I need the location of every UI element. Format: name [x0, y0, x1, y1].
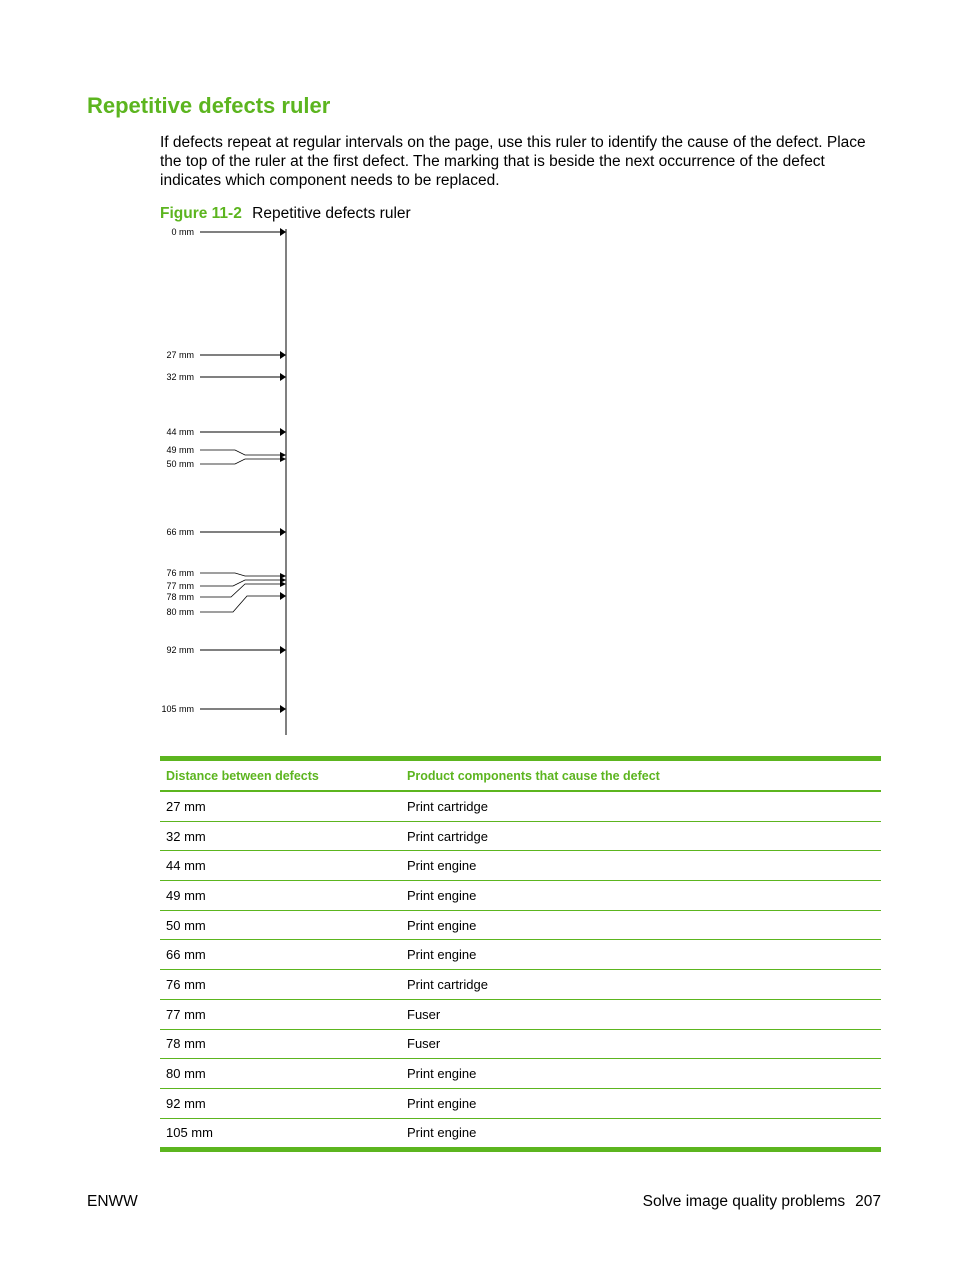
distance-cell: 76 mm	[160, 970, 401, 1000]
component-cell: Print cartridge	[401, 970, 881, 1000]
defects-ruler	[155, 225, 295, 737]
ruler-label-80: 80 mm	[166, 607, 194, 617]
table-header-row	[160, 759, 881, 792]
table-row	[160, 791, 881, 821]
figure-caption	[160, 205, 411, 223]
ruler-label-76: 76 mm	[166, 568, 194, 578]
ruler-label-44: 44 mm	[166, 427, 194, 437]
distance-cell: 80 mm	[160, 1059, 401, 1089]
component-cell: Print engine	[401, 1118, 881, 1150]
table-row	[160, 999, 881, 1029]
defects-table	[160, 756, 881, 1152]
ruler-label-92: 92 mm	[166, 645, 194, 655]
distance-cell: 92 mm	[160, 1088, 401, 1118]
component-cell: Print engine	[401, 851, 881, 881]
ruler-arrow-76	[200, 573, 281, 576]
column-header-distance: Distance between defects	[166, 768, 319, 783]
ruler-arrowhead-32	[280, 373, 286, 381]
table-row	[160, 1118, 881, 1150]
table-row	[160, 910, 881, 940]
ruler-arrow-49	[200, 450, 281, 455]
component-cell: Print engine	[401, 1088, 881, 1118]
ruler-label-78: 78 mm	[166, 592, 194, 602]
ruler-arrow-50	[200, 459, 281, 464]
ruler-label-105: 105 mm	[161, 704, 194, 714]
distance-cell: 78 mm	[160, 1029, 401, 1059]
ruler-label-49: 49 mm	[166, 445, 194, 455]
table-row	[160, 1029, 881, 1059]
ruler-label-50: 50 mm	[166, 459, 194, 469]
column-header-component: Product components that cause the defect	[407, 768, 660, 783]
footer-right	[643, 1193, 881, 1211]
ruler-label-27: 27 mm	[166, 350, 194, 360]
component-cell: Fuser	[401, 999, 881, 1029]
component-cell: Print engine	[401, 881, 881, 911]
footer-section-title: Solve image quality problems	[642, 1193, 846, 1210]
ruler-arrowhead-50	[280, 456, 286, 462]
figure-title: Repetitive defects ruler	[252, 205, 411, 222]
distance-cell: 44 mm	[160, 851, 401, 881]
table-row	[160, 821, 881, 851]
component-cell: Fuser	[401, 1029, 881, 1059]
distance-cell: 49 mm	[160, 881, 401, 911]
distance-cell: 105 mm	[160, 1118, 401, 1150]
ruler-arrowhead-44	[280, 428, 286, 436]
ruler-arrowhead-92	[280, 646, 286, 654]
section-heading: Repetitive defects ruler	[87, 93, 331, 118]
intro-paragraph: If defects repeat at regular intervals on the page, use this ruler to identify the cause of the defect. Place the top of the ruler at the first defect. The marking that is beside the next occurrence of the defect indicates which component needs to be replaced.	[160, 134, 866, 189]
ruler-label-66: 66 mm	[166, 527, 194, 537]
table-row	[160, 970, 881, 1000]
table-row	[160, 1059, 881, 1089]
ruler-arrowhead-66	[280, 528, 286, 536]
ruler-arrow-77	[200, 580, 281, 586]
distance-cell: 77 mm	[160, 999, 401, 1029]
page-number: 207	[855, 1193, 881, 1210]
component-cell: Print engine	[401, 1059, 881, 1089]
ruler-label-0: 0 mm	[171, 227, 194, 237]
distance-cell: 66 mm	[160, 940, 401, 970]
footer-left: ENWW	[87, 1193, 138, 1210]
ruler-arrowhead-0	[280, 228, 286, 236]
distance-cell: 50 mm	[160, 910, 401, 940]
component-cell: Print cartridge	[401, 791, 881, 821]
ruler-arrowhead-105	[280, 705, 286, 713]
ruler-arrowhead-80	[280, 592, 286, 600]
figure-label: Figure 11-2	[160, 205, 242, 222]
ruler-label-32: 32 mm	[166, 372, 194, 382]
ruler-label-77: 77 mm	[166, 581, 194, 591]
ruler-arrowhead-27	[280, 351, 286, 359]
ruler-arrow-80	[200, 596, 281, 612]
component-cell: Print engine	[401, 940, 881, 970]
table-row	[160, 1088, 881, 1118]
table-row	[160, 940, 881, 970]
table-row	[160, 881, 881, 911]
component-cell: Print engine	[401, 910, 881, 940]
distance-cell: 27 mm	[160, 791, 401, 821]
component-cell: Print cartridge	[401, 821, 881, 851]
ruler-arrowhead-78	[280, 581, 286, 587]
distance-cell: 32 mm	[160, 821, 401, 851]
table-row	[160, 851, 881, 881]
